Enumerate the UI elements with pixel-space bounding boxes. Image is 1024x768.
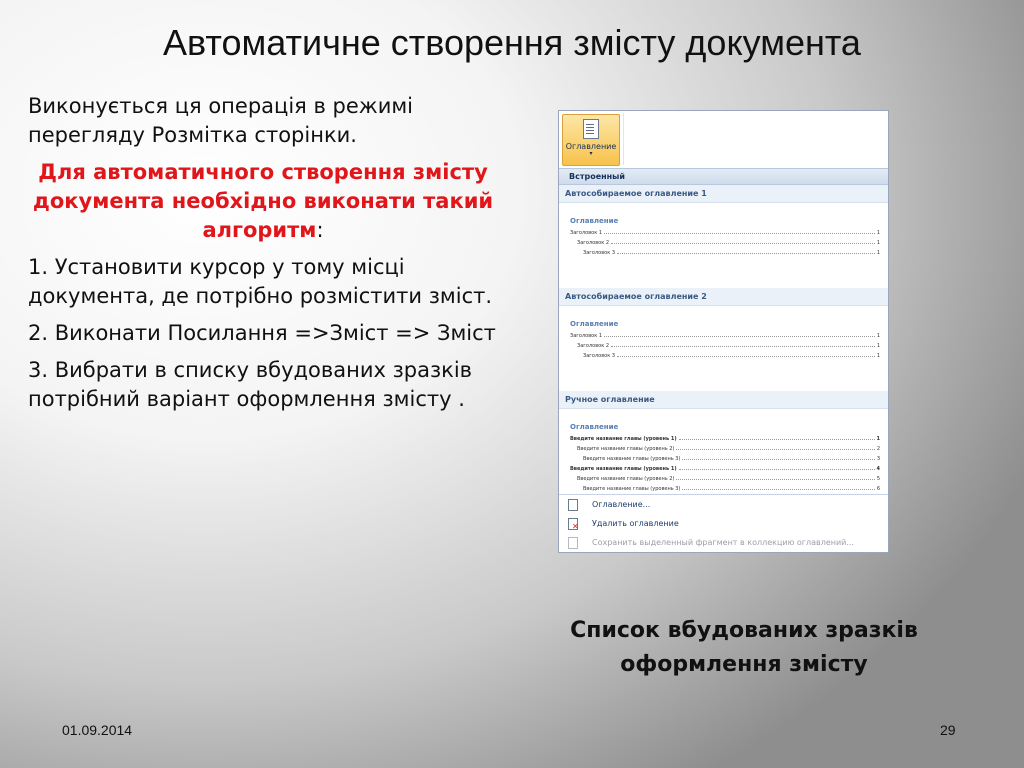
step-1: 1. Установити курсор у тому місці документа, де потрібно розмістити зміст. bbox=[28, 255, 493, 308]
toc-preview-heading: Оглавление bbox=[570, 423, 619, 431]
gallery-item-preview bbox=[559, 409, 888, 493]
toc-line-page: 1 bbox=[876, 343, 880, 349]
toc-preview-heading: Оглавление bbox=[570, 320, 619, 328]
ribbon-area bbox=[559, 111, 888, 168]
toc-line-text: Введите название главы (уровень 2) bbox=[577, 446, 675, 452]
toc-line-page: 1 bbox=[876, 240, 880, 246]
toc-preview-line bbox=[577, 239, 880, 247]
toc-line-text: Заголовок 2 bbox=[577, 343, 610, 349]
toc-document-icon bbox=[583, 119, 599, 139]
toc-document-icon bbox=[568, 499, 578, 511]
toc-line-page: 4 bbox=[876, 466, 880, 472]
delete-toc-icon bbox=[568, 518, 578, 530]
gallery-item-title: Ручное оглавление bbox=[559, 391, 888, 409]
toc-preview-line bbox=[583, 485, 880, 493]
gallery-item-preview bbox=[559, 203, 888, 287]
gallery-item-title: Автособираемое оглавление 1 bbox=[559, 185, 888, 203]
toc-line-text: Введите название главы (уровень 2) bbox=[577, 476, 675, 482]
toc-line-text: Заголовок 1 bbox=[570, 333, 603, 339]
toc-preview-line bbox=[583, 352, 880, 360]
toc-line-text: Введите название главы (уровень 3) bbox=[583, 456, 681, 462]
menu-item-toc-dialog[interactable] bbox=[559, 496, 888, 514]
gallery-item-auto-toc-1[interactable] bbox=[559, 185, 888, 287]
menu-item-save-selection bbox=[559, 534, 888, 552]
toc-preview-line bbox=[583, 455, 880, 463]
step-2: 2. Виконати Посилання =>Зміст => Зміст bbox=[28, 321, 496, 345]
toc-line-page: 2 bbox=[876, 446, 880, 452]
gallery-section-header: Встроенный bbox=[559, 168, 888, 185]
toc-preview-line bbox=[570, 435, 880, 443]
toc-preview-line bbox=[570, 229, 880, 237]
toc-line-page: 5 bbox=[876, 476, 880, 482]
toc-line-page: 1 bbox=[876, 436, 880, 442]
toc-preview-line bbox=[583, 249, 880, 257]
algorithm-heading-text: Для автоматичного створення змісту документа необхідно виконати такий алгоритм bbox=[32, 160, 494, 242]
toc-ribbon-button[interactable] bbox=[562, 114, 620, 166]
toc-preview-line bbox=[570, 332, 880, 340]
toc-line-page: 1 bbox=[876, 230, 880, 236]
toc-line-text: Заголовок 3 bbox=[583, 250, 616, 256]
toc-line-page: 1 bbox=[876, 353, 880, 359]
toc-gallery bbox=[559, 185, 888, 494]
chevron-down-icon: ▾ bbox=[589, 150, 593, 157]
toc-line-text: Введите название главы (уровень 3) bbox=[583, 486, 681, 492]
gallery-item-manual-toc[interactable] bbox=[559, 391, 888, 493]
intro-paragraph: Виконується ця операція в режимі перегляду Розмітка сторінки. bbox=[28, 94, 414, 147]
toc-line-text: Заголовок 1 bbox=[570, 230, 603, 236]
menu-item-label: Удалить оглавление bbox=[592, 519, 679, 528]
menu-item-label: Сохранить выделенный фрагмент в коллекцию оглавлений... bbox=[592, 538, 855, 547]
save-selection-icon bbox=[568, 537, 578, 549]
toc-preview-line bbox=[577, 342, 880, 350]
toc-line-text: Введите название главы (уровень 1) bbox=[570, 436, 677, 442]
toc-line-text: Введите название главы (уровень 1) bbox=[570, 466, 677, 472]
algorithm-heading bbox=[28, 158, 498, 245]
slide-title: Автоматичне створення змісту документа bbox=[163, 22, 861, 63]
gallery-item-title: Автособираемое оглавление 2 bbox=[559, 288, 888, 306]
algorithm-heading-colon: : bbox=[316, 218, 324, 242]
ribbon-divider bbox=[623, 113, 624, 165]
toc-line-page: 3 bbox=[876, 456, 880, 462]
footer-date: 01.09.2014 bbox=[62, 722, 133, 738]
toc-preview-line bbox=[577, 475, 880, 483]
toc-preview-heading: Оглавление bbox=[570, 217, 619, 225]
menu-item-delete-toc[interactable] bbox=[559, 515, 888, 533]
toc-ribbon-label: Оглавление bbox=[565, 142, 617, 151]
left-text-column bbox=[28, 92, 498, 422]
gallery-item-auto-toc-2[interactable] bbox=[559, 288, 888, 390]
word-toc-menu-screenshot bbox=[558, 110, 889, 553]
menu-item-label: Оглавление... bbox=[592, 500, 651, 509]
toc-line-page: 1 bbox=[876, 333, 880, 339]
toc-preview-line bbox=[570, 465, 880, 473]
screenshot-caption: Список вбудованих зразків оформлення змісту bbox=[570, 618, 918, 677]
slide-number: 29 bbox=[940, 722, 956, 738]
toc-line-text: Заголовок 2 bbox=[577, 240, 610, 246]
step-3: 3. Вибрати в списку вбудованих зразків потрібний варіант оформлення змісту . bbox=[28, 358, 473, 411]
toc-line-page: 6 bbox=[876, 486, 880, 492]
toc-preview-line bbox=[577, 445, 880, 453]
toc-line-text: Заголовок 3 bbox=[583, 353, 616, 359]
menu-commands bbox=[559, 494, 888, 553]
gallery-item-preview bbox=[559, 306, 888, 390]
toc-line-page: 1 bbox=[876, 250, 880, 256]
